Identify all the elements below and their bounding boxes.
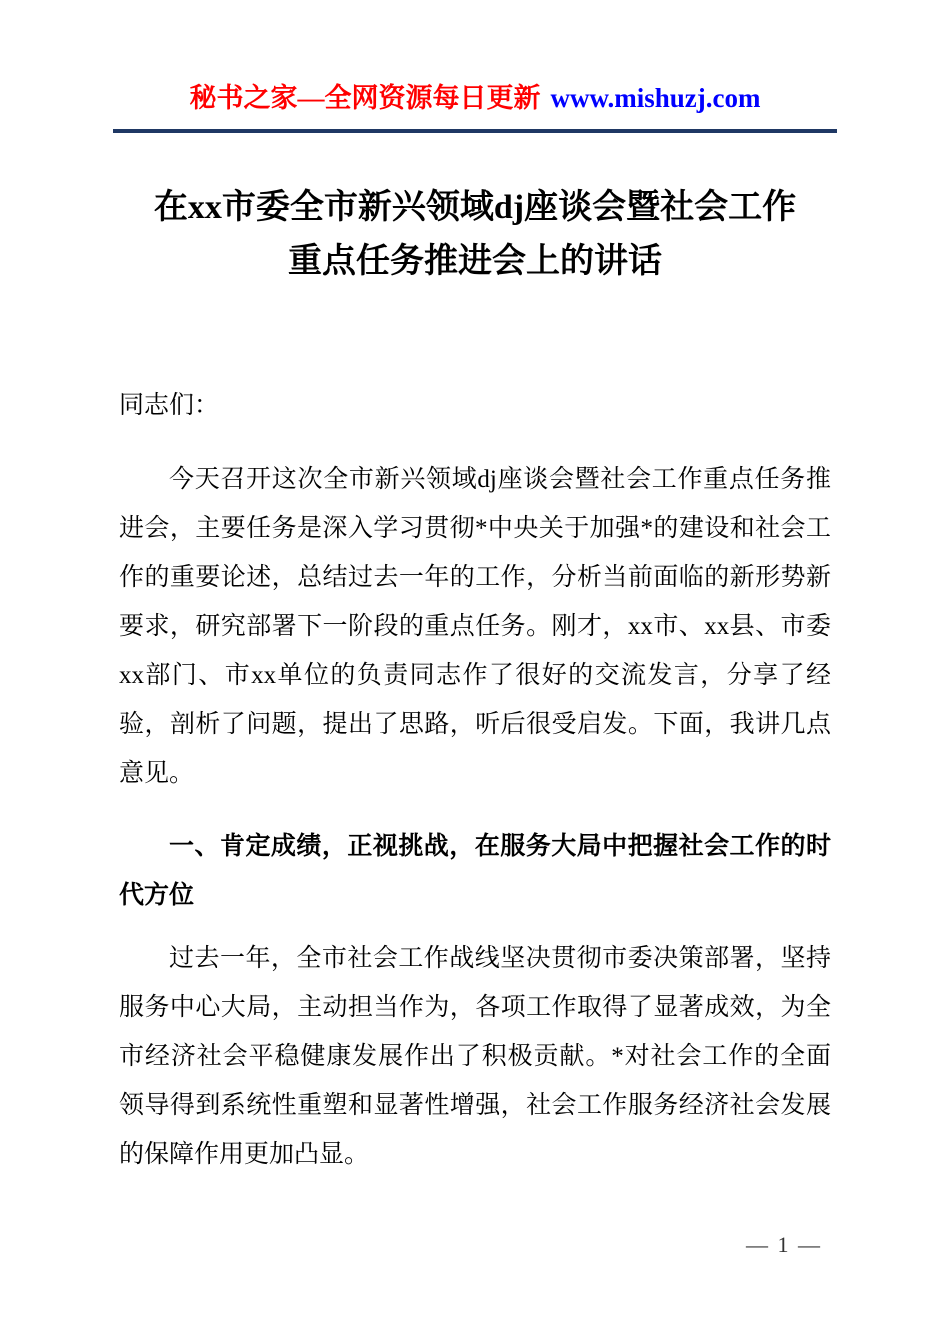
site-url-link[interactable]: www.mishuzj.com <box>550 83 761 113</box>
site-tagline: —全网资源每日更新 <box>297 83 541 113</box>
page-number: — 1 — <box>746 1232 822 1257</box>
document-body <box>119 381 831 1179</box>
header-divider <box>113 129 837 133</box>
paragraph-section1: 过去一年，全市社会工作战线坚决贯彻市委决策部署，坚持服务中心大局，主动担当作为，各项工作取得了显著成效，为全市经济社会平稳健康发展作出了积极贡献。*对社会工作的全面领导得到系统性重塑和显著性增强，社会工作服务经济社会发展的保障作用更加凸显。 <box>119 945 831 1168</box>
section-heading-1: 一、肯定成绩，正视挑战，在服务大局中把握社会工作的时代方位 <box>119 833 831 909</box>
site-brand: 秘书之家 <box>189 83 298 113</box>
paragraph-intro: 今天召开这次全市新兴领域dj座谈会暨社会工作重点任务推进会，主要任务是深入学习贯彻*中央关于加强*的建设和社会工作的重要论述，总结过去一年的工作，分析当前面临的新形势新要求，研究部署下一阶段的重点任务。刚才，xx市、xx县、市委xx部门、市xx单位的负责同志作了很好的交流发言，分享了经验，剖析了问题，提出了思路，听后很受启发。下面，我讲几点意见。 <box>119 466 831 787</box>
salutation: 同志们： <box>119 392 220 419</box>
site-header <box>0 0 950 115</box>
document-title-line1: 在xx市委全市新兴领域dj座谈会暨社会工作 <box>153 189 797 226</box>
document-title <box>95 181 855 289</box>
document-title-line2: 重点任务推进会上的讲话 <box>288 243 662 280</box>
